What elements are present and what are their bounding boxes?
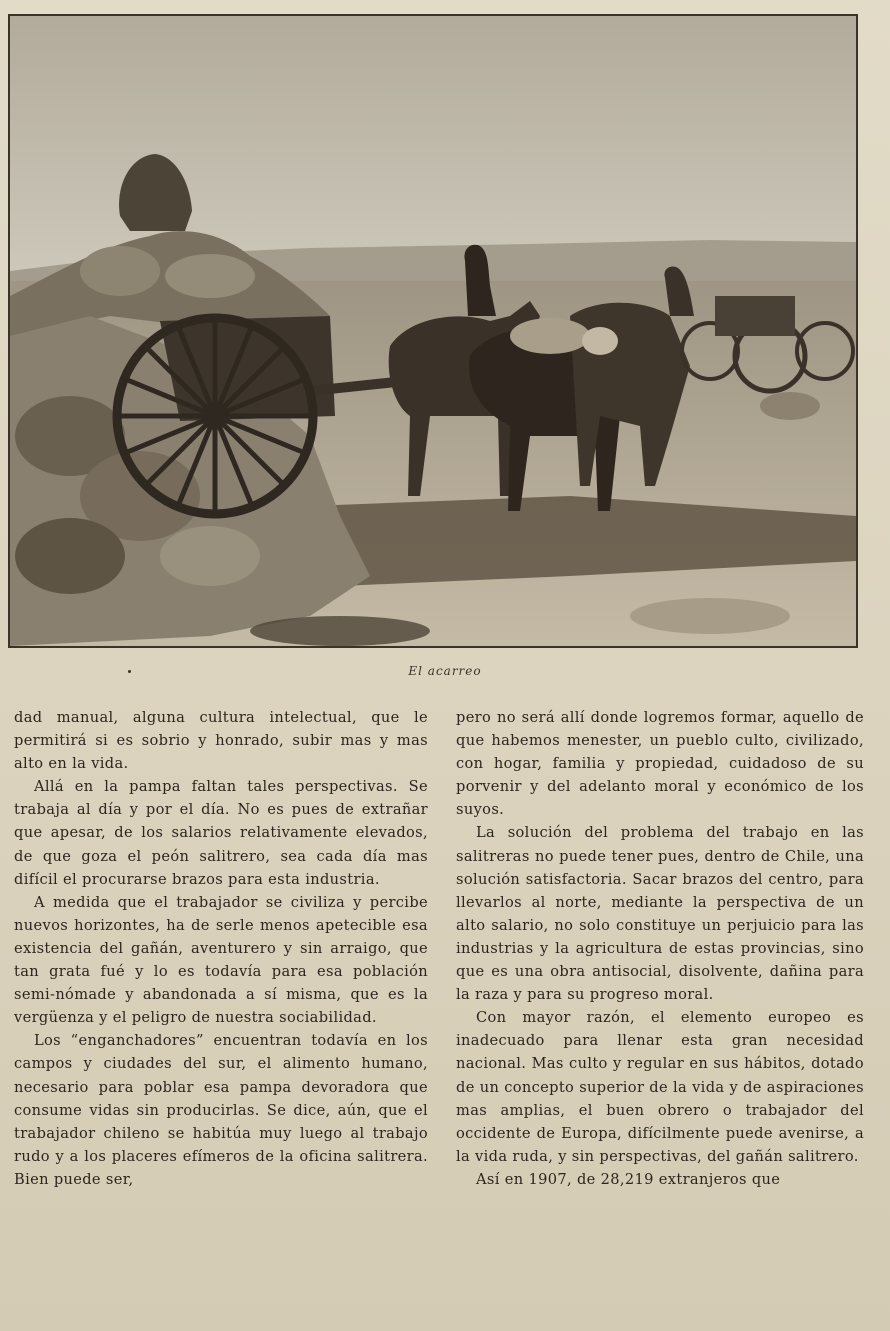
paragraph: pero no será allí donde logremos formar, aquello de que habemos menester, un pueblo culto, civilizado, con hogar, familia y propiedad, cuidadoso de su porvenir y del adelanto moral y económico de los suyos.: [456, 709, 864, 819]
photograph-ox-cart-haulage: [8, 14, 858, 648]
text-column-left: [14, 706, 428, 1191]
photo-illustration: [10, 16, 856, 646]
paragraph: dad manual, alguna cultura intelectual, que le permitirá si es sobrio y honrado, subir mas y mas alto en la vida.: [14, 709, 428, 773]
paragraph: Los “enganchadores” encuentran todavía en los campos y ciudades del sur, el alimento humano, necesario para poblar esa pampa devoradora que consume vidas sin producirlas. Se dice, aún, que el trabajador chileno se habitúa muy luego al trabajo rudo y a los placeres efímeros de la oficina salitrera. Bien puede ser,: [14, 1032, 428, 1188]
paragraph: A medida que el trabajador se civiliza y percibe nuevos horizontes, ha de serle menos apetecible esa existencia del gañán, aventurero y sin arraigo, que tan grata fué y lo es todavía para esa población semi-nómade y abandonada a sí misma, que es la vergüenza y el peligro de nuestra sociabilidad.: [14, 893, 428, 1027]
paragraph: Allá en la pampa faltan tales perspectivas. Se trabaja al día y por el día. No es pues de extrañar que apesar, de los salarios relativamente elevados, de que goza el peón salitrero, sea cada día mas difícil el procurarse brazos para esta industria.: [14, 778, 428, 888]
photo-caption: El acarreo: [408, 664, 482, 678]
paragraph: Así en 1907, de 28,219 extranjeros que: [476, 1170, 781, 1188]
paragraph: Con mayor razón, el elemento europeo es inadecuado para llenar esta gran necesidad nacional. Mas culto y regular en sus hábitos, dotado de un concepto superior de la vida y de aspiraciones mas amplias, el buen obrero o trabajador del occidente de Europa, difícilmente puede avenirse, a la vida ruda, y sin perspectivas, del gañán salitrero.: [456, 1009, 864, 1165]
text-column-right: [456, 706, 864, 1191]
paragraph: La solución del problema del trabajo en las salitreras no puede tener pues, dentro de Chile, una solución satisfactoria. Sacar brazos del centro, para llevarlos al norte, mediante la perspectiva de un alto salario, no solo constituye un perjuicio para las industrias y la agricultura de estas provincias, sino que es una obra antisocial, disolvente, dañina para la raza y para su progreso moral.: [456, 824, 864, 1004]
